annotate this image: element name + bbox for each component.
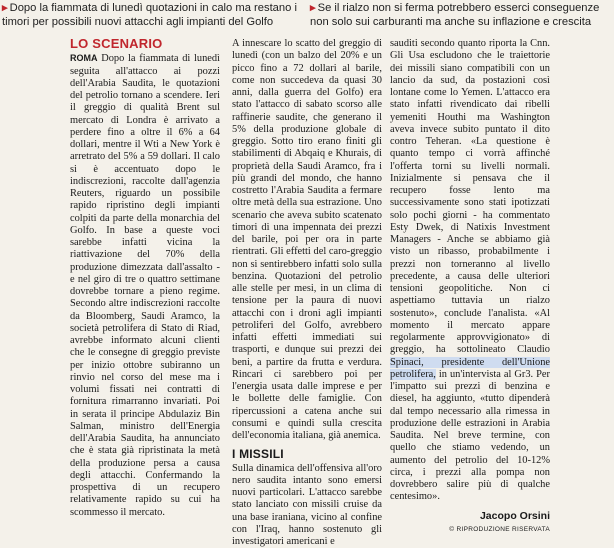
subheadline-left <box>2 1 302 29</box>
column-2-text-continued: Sulla dinamica dell'offensiva all'oro nero saudita intanto sono emersi nuovi particolari. L'attacco sarebbe stato lanciato con missili cruise da una base iraniana, vicino al confine con l'Iraq, hanno sostenuto gli investigatori americani e <box>232 462 382 547</box>
subsection-title: I MISSILI <box>232 447 284 462</box>
article-column-3 <box>390 38 550 536</box>
highlighted-text[interactable]: Spinaci, presidente dell'Unione petrolifera, <box>390 356 550 380</box>
author-signature: Jacopo Orsini <box>479 509 550 522</box>
copyright-notice: © RIPRODUZIONE RISERVATA <box>390 524 550 536</box>
article-column-2 <box>232 38 382 548</box>
article-column-1 <box>70 38 220 519</box>
column-3-text-continued: in un'intervista al Gr3. Per l'impatto sui prezzi di benzina e diesel, ha aggiunto, «tutto dipenderà dal tempo necessario alla rimessa in produzione delle estrazioni in Arabia Saudita. Nel breve termine, con quello che stiamo vedendo, un aumento del petrolio del 10-12% circa, i prezzi alla pompa non dovrebbero salire più di qualche centesimo». <box>390 368 550 503</box>
bullet-arrow-icon: ▸ <box>310 2 316 14</box>
column-1-text: Dopo la fiammata di lunedì seguita all'attacco ai pozzi dell'Arabia Saudita, le quotazioni del petrolio tornano a scendere. Ieri il greggio di qualità Brent sul mercato di Londra è arrivato a perdere fino a oltre il 6% a 64 dollari, mentre il Wti a New York è arretrato del 5% a 59 dollari. Il calo si è accentuato dopo le indiscrezioni, raccolte dall'agenzia Reuters, riguardo un possibile rapido ripristino degli impianti colpiti da parte della monarchia del Golfo. In base a queste voci sarebbe infatti vicina la riattivazione del 70% della produzione dimezzata dall'assalto - e nel giro di tre o quattro settimane dovrebbe tornare a pieno regime. Secondo altre indiscrezioni raccolte da Bloomberg, Saudi Aramco, la società petrolifera di Stato di Riad, avrebbe informato alcuni clienti che le consegne di greggio previste per inizio ottobre subiranno un rinvio nel corso del mese ma i volumi fissati nei contratti di fornitura rimarranno invariati. Poi in serata il principe Abdulaziz Bin Salman, ministro dell'Energia dell'Arabia Saudita, ha annunciato che è stata già ripristinata la metà della produzione persa a causa degli attacchi. Confermando la prospettiva di un recupero relativamente rapido su cui ha scommesso il mercato. <box>70 53 220 518</box>
dateline: ROMA <box>70 53 98 64</box>
bullet-arrow-icon: ▸ <box>2 2 8 14</box>
subheadline-right <box>310 1 610 29</box>
column-2-text: A innescare lo scatto del greggio di lunedì (con un balzo del 20% e un picco fino a 72 dollari al barile, come non succedeva da quasi 30 anni, dalla guerra del Golfo) era stato l'attacco di sabato scorso alle raffinerie saudite, che generano il 5% della produzione globale di greggio. Sotto tiro erano finiti gli stabilimenti di Abqaiq e Khurais, di proprietà della Saudi Aramco, fra i più grandi del mondo, che hanno costretto l'Arabia Saudita a fermare oltre metà della sua estrazione. Uno scenario che aveva subito scatenato timori di una impennata dei prezzi del barile, poi per ora in parte rientrati. Gli effetti del caro-greggio non si sentirebbero infatti solo sulla benzina. Quotazioni del petrolio alle stelle per mesi, in un clima di tensione per la paura di nuovi attacchi con i droni agli impianti petroliferi del Golfo, avrebbero infatti effetti immediati sui trasporti, e dunque sui prezzi dei beni, a partire da frutta e verdura. Rincari ci sarebbero poi per l'energia usata dalle imprese e per le bollette delle famiglie. Con ripercussioni a catena anche sui consumi e quindi sulla crescita dell'economia italiana, già anemica. <box>232 38 382 441</box>
subheadline-left-text: Dopo la fiammata di lunedì quotazioni in calo ma restano i timori per possibili nuovi attacchi agli impianti del Golfo <box>2 2 297 28</box>
section-title: LO SCENARIO <box>70 36 163 51</box>
subheadline-bar <box>0 0 614 36</box>
column-3-text: sauditi secondo quanto riporta la Cnn. Gli Usa escludono che le traiettorie dei missili siano compatibili con un lancio da sud, da postazioni così lontane come lo Yemen. L'attacco era stato infatti rivendicato dai ribelli yemeniti Houthi ma Washington aveva invece subito puntato il dito contro Teheran. «La questione è quanto tempo ci vorrà affinché l'offerta torni su livelli normali. Inizialmente si pensava che il recupero fosse lento ma successivamente sono stati ipotizzati solo pochi giorni - ha commentato Esty Dwek, di Natixis Investment Managers - Anche se abbiamo già visto un ribasso, probabilmente i prezzi non torneranno al livello precedente, a causa delle ulteriori tensioni geopolitiche. Non ci aspettiamo tuttavia un rialzo sostenuto», conclude l'analista. «Al momento il mercato appare regolarmente approvvigionato» di greggio, ha sottolineato Claudio <box>390 38 550 356</box>
subheadline-right-text: Se il rialzo non si ferma potrebbero esserci conseguenze non solo sui carburanti ma anche su inflazione e crescita <box>310 2 600 28</box>
